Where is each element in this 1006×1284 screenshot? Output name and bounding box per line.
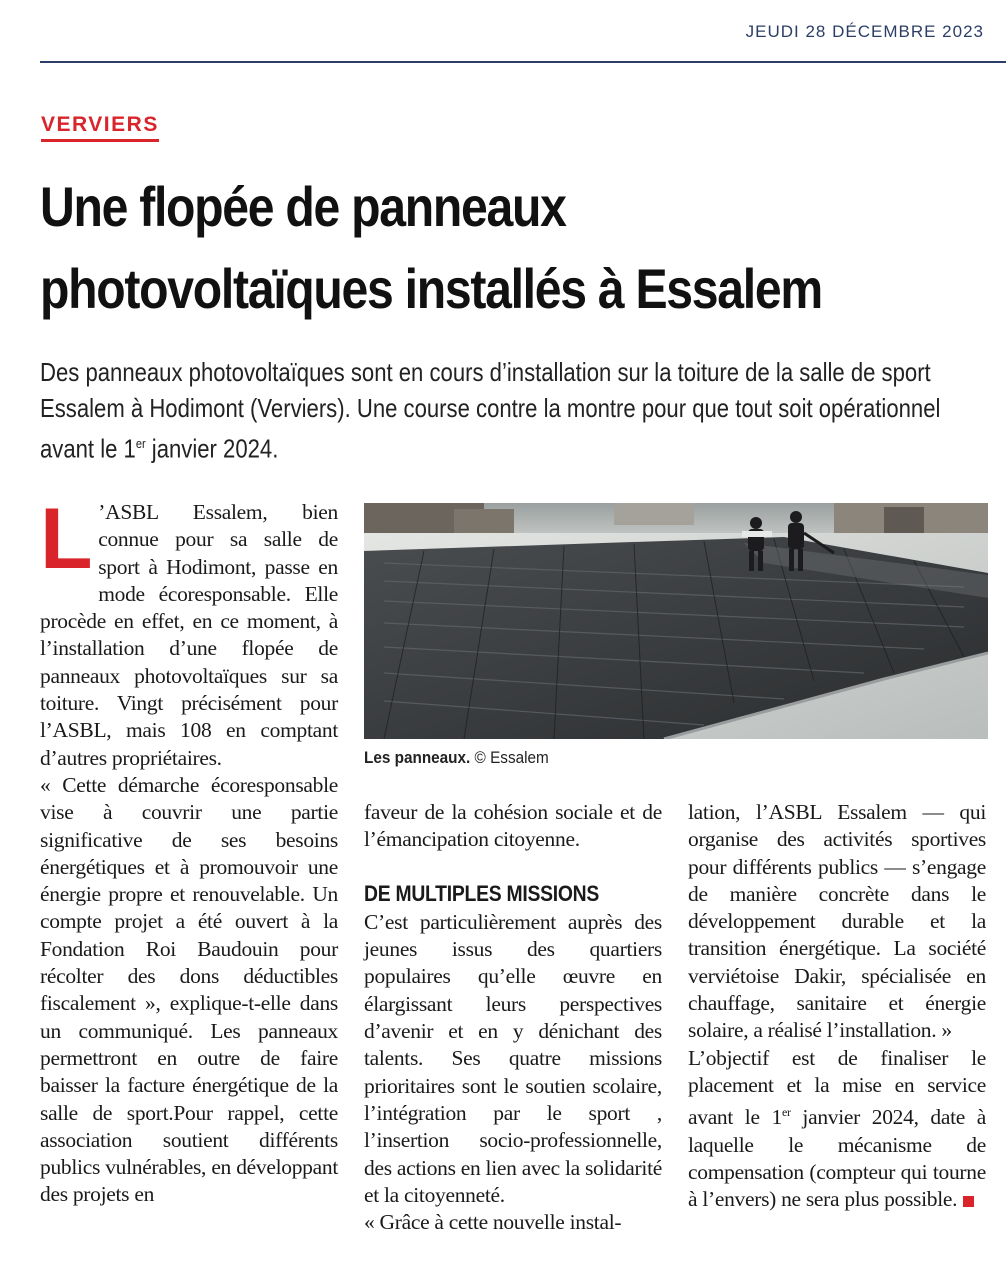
- publication-date: JEUDI 28 DÉCEMBRE 2023: [745, 22, 984, 41]
- article-column-1: [40, 491, 338, 1209]
- paragraph-2-continued: faveur de la cohésion sociale et de l’émancipation citoyenne.: [364, 800, 662, 852]
- paragraph-5-text-end: janvier 2024, date à laquelle le mécanisme de compensation (compteur qui tourne à l’envers) ne sera plus possible.: [688, 1105, 986, 1212]
- section-label[interactable]: VERVIERS: [41, 113, 159, 142]
- article-photo[interactable]: [364, 503, 988, 739]
- paragraph-4: « Grâce à cette nouvelle instal-: [364, 1210, 622, 1235]
- paragraph-5-superscript: er: [781, 1105, 791, 1120]
- paragraph-1-text: ’ASBL Essalem, bien connue pour sa salle de sport à Hodimont, passe en mode écoresponsable. Elle procède en effet, en ce moment, à l’installation d’une flopée de panneaux photovoltaïques sur sa toiture. Vingt précisément pour l’ASBL, mais 108 en comptant d’autres propriétaires.: [40, 500, 338, 770]
- lead-text: Des panneaux photovoltaïques sont en cours d’installation sur la toiture de la salle de sport Essalem à Hodimont (Verviers). Une course contre la montre pour que tout soit opérationnel avant le 1: [40, 357, 941, 464]
- article-column-3: [688, 799, 986, 1214]
- lead-superscript: er: [135, 436, 146, 451]
- article-headline: [40, 166, 1000, 330]
- article-column-2: [364, 799, 662, 1236]
- paragraph-3: C’est particulièrement auprès des jeunes issus des quartiers populaires qu’elle œuvre en élargissant leurs perspectives d’avenir et en y dénichant des talents. Ses quatre missions prioritaires sont le soutien scolaire, l’intégration par le sport , l’insertion socio-professionnelle, des actions en lien avec la solidarité et la citoyenneté.: [364, 909, 662, 1207]
- caption-credit: © Essalem: [474, 748, 549, 767]
- paragraph-5: [688, 1045, 986, 1214]
- headline-line-2: photovoltaïques installés à Essalem: [40, 257, 822, 320]
- headline-line-1: Une flopée de panneaux: [40, 175, 566, 238]
- paragraph-2: « Cette démarche écoresponsable vise à couvrir une partie significative de ses besoins énergétiques et à promouvoir une énergie propre et renouvelable. Un compte projet a été ouvert à la Fondation Roi Baudouin pour récolter des dons déductibles fiscalement », explique-t-elle dans un communiqué. Les panneaux permettront en outre de faire baisser la facture énergétique de la salle de sport.Pour rappel, cette association soutient différents publics vulnérables, en développant des projets en: [40, 772, 338, 1207]
- drop-cap: L: [40, 491, 93, 587]
- paragraph-5-text: L’objectif est de finaliser le placement et la mise en service avant le 1: [688, 1045, 986, 1130]
- paragraph-1: [40, 491, 338, 772]
- end-of-article-mark: [963, 1196, 974, 1207]
- paragraph-4-continued: lation, l’ASBL Essalem — qui organise des activités sportives pour différents publics — s’engage de manière concrète dans le développement durable et la transition énergétique. La société verviétoise Dakir, spécialisée en chauffage, sanitaire et énergie solaire, a réalisé l’installation. »: [688, 800, 986, 1043]
- article-lead: [40, 354, 975, 467]
- lead-text-end: janvier 2024.: [145, 433, 279, 464]
- header-rule: [40, 61, 1006, 63]
- photo-caption: [364, 748, 549, 768]
- article-subhead: DE MULTIPLES MISSIONS: [364, 880, 600, 906]
- solar-roof-image: [364, 503, 988, 739]
- caption-title: Les panneaux.: [364, 748, 471, 767]
